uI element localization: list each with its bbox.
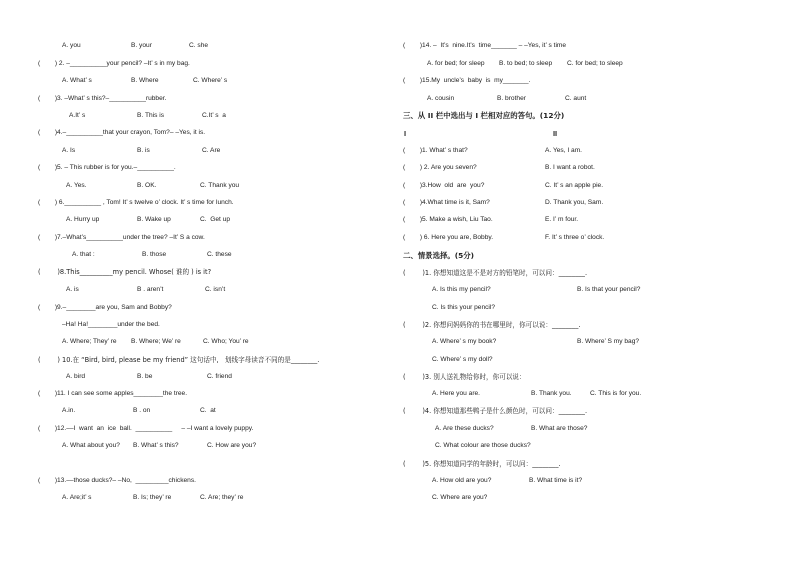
match-answer: E. I’ m four. [545,216,579,223]
q13-stem: ( )13.––those ducks?– –No, _________chickens. [38,477,196,484]
q15-option-a: A. cousin [427,95,455,102]
q9-stem: ( )9.–________are you, Sam and Bobby? [38,304,172,311]
s3-option-a: A. Here you are. [432,390,481,397]
q5-option-c: C. Thank you [200,182,240,189]
q1-option-c: C. she [189,42,209,49]
q7-stem: ( )7.–What’s__________under the tree? –It’ S a cow. [38,234,205,241]
q3-option-b: B. This is [137,112,164,119]
q10-option-a: A. bird [66,373,86,380]
section3-title: 三、从 II 栏中选出与 I 栏相对应的答句。(12分) [403,111,565,120]
match-question: ( ) 2. Are you seven? [403,164,477,171]
q15-option-c: C. aunt [565,95,587,102]
s4-option-b: B. What are those? [531,425,588,432]
q5-option-a: A. Yes. [66,182,87,189]
q7-option-c: C. these [207,251,232,258]
s1-option-a: A. Is this my pencil? [432,286,491,293]
q15-option-b: B. brother [497,95,526,102]
q14-option-a: A. for bed; for sleep [427,60,485,67]
q13-option-a: A. Are;it’ s [62,494,92,501]
q12-option-a: A. What about you? [62,442,120,449]
s2-stem: ( )2. 你想问妈妈你的书在哪里时，你可以说：________. [403,321,581,329]
s2-option-c: C. Where’ s my doll? [432,356,493,363]
q6-option-b: B. Wake up [137,216,171,223]
s5-option-a: A. How old are you? [432,477,492,484]
q6-stem: ( ) 6.__________ , Tom! It’ s twelve o’ clock. It’ s time for lunch. [38,199,234,206]
q4-option-a: A. Is [62,147,76,154]
q13-option-c: C. Are; they’ re [200,494,244,501]
q12-stem: ( )12.––I want an ice ball. __________ – –I want a lovely puppy. [38,425,254,432]
q8-option-c: C. isn’t [205,286,226,293]
s5-option-c: C. Where are you? [432,494,488,501]
q10-option-b: B. be [137,373,153,380]
q3-option-c: C.It’ s a [202,112,226,119]
q9-sub: –Ha! Ha!________under the bed. [62,321,160,328]
q11-option-c: C. at [200,407,216,414]
q12-option-c: C. How are you? [207,442,257,449]
q2-option-a: A. What’ s [62,77,92,84]
q4-stem: ( )4.–__________that your crayon, Tom?– –Yes, it is. [38,129,206,136]
q6-option-c: C. Get up [200,216,231,223]
q2-option-c: C. Where’ s [193,77,228,84]
s2-option-b: B. Where’ S my bag? [577,338,640,345]
q1-option-b: B. your [131,42,152,49]
match-answer: F. It’ s three o’ clock. [545,234,605,241]
s3-option-c: C. This is for you. [590,390,642,397]
q8-stem: ( )8.This__________my pencil. Whose( 谁的 ) is it? [38,268,212,276]
q5-stem: ( )5. – This rubber is for you.–__________. [38,164,176,171]
q3-stem: ( )3. –What’ s this?–__________rubber. [38,95,167,102]
s1-option-b: B. Is that your pencil? [577,286,641,293]
q8-option-b: B . aren’t [137,286,164,293]
q11-option-a: A.in. [62,407,76,414]
q11-option-b: B . on [133,407,151,414]
q4-option-b: B. is [137,147,150,154]
match-question: ( )3.How old are you? [403,182,485,189]
s5-option-b: B. What time is it? [529,477,583,484]
match-question: ( )4.What time is it, Sam? [403,199,490,206]
match-question: ( )1. What’ s that? [403,147,468,154]
q12-option-b: B. What’ s this? [133,442,179,449]
section2-title: 二、情景选择。(5分) [403,251,475,260]
q7-option-b: B. those [142,251,167,258]
q6-option-a: A. Hurry up [66,216,100,223]
q7-option-a: A. that : [72,251,95,258]
s2-option-a: A. Where’ s my book? [432,338,497,345]
match-question: ( ) 6. Here you are, Bobby. [403,234,494,241]
q13-option-b: B. Is; they’ re [133,494,172,501]
s4-option-c: C. What colour are those ducks? [435,442,531,449]
match-answer: D. Thank you, Sam. [545,199,604,206]
q4-option-c: C. Are [202,147,221,154]
column-ii-heading: II [553,129,558,138]
q14-stem: ( )14. – It’s nine.It’s time_______ – –Yes, it’ s time [403,42,567,49]
s3-option-b: B. Thank you. [531,390,572,397]
q11-stem: ( )11. I can see some apples________the tree. [38,390,188,397]
q3-option-a: A.It’ s [69,112,86,119]
q8-option-a: A. is [66,286,79,293]
q9-option-b: B. Where; We’ re [131,338,181,345]
match-question: ( )5. Make a wish, Liu Tao. [403,216,493,223]
s4-stem: ( )4. 你想知道那些鸭子是什么颜色时，可以问：________. [403,407,588,415]
q15-stem: ( )15.My uncle’s baby is my_______. [403,77,531,84]
q9-option-a: A. Where; They’ re [62,338,117,345]
q14-option-b: B. to bed; to sleep [499,60,553,67]
s3-stem: ( )3. 别人送礼物给你时，你可以说： [403,373,526,381]
q14-option-c: C. for bed; to sleep [567,60,623,67]
q2-stem: ( ) 2. –__________your pencil? –It’ s in my bag. [38,60,190,67]
s4-option-a: A. Are these ducks? [435,425,494,432]
s5-stem: ( )5. 你想知道同学的年龄时，可以问：________. [403,460,561,468]
s1-option-c: C. Is this your pencil? [432,304,496,311]
q2-option-b: B. Where [131,77,159,84]
column-i-heading: I [404,129,407,138]
match-answer: B. I want a robot. [545,164,595,171]
q10-option-c: C. friend [207,373,232,380]
s1-stem: ( )1. 你想知道这是不是对方的铅笔时，可以问：________. [403,269,588,277]
match-answer: C. It’ s an apple pie. [545,182,604,189]
q1-option-a: A. you [62,42,81,49]
q10-stem: ( ) 10.在 “Bird, bird, please be my friend” 这句话中, 划线字母读音不同的是________. [38,356,320,364]
q5-option-b: B. OK. [137,182,157,189]
q9-option-c: C. Who; You’ re [203,338,249,345]
match-answer: A. Yes, I am. [545,147,583,154]
